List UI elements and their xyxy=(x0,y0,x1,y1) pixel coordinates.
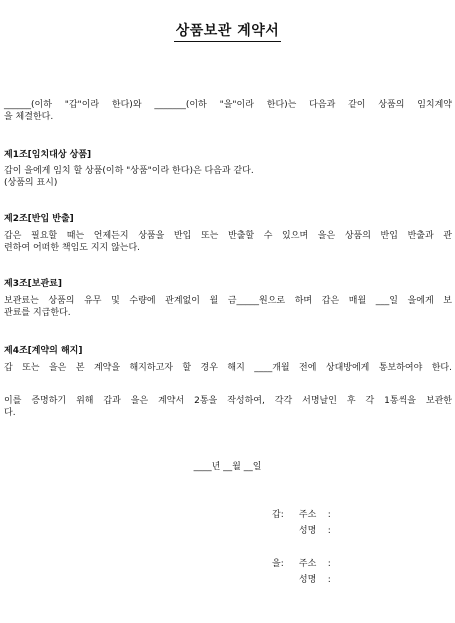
party-a-address-colon: : xyxy=(327,510,331,520)
article-2-body xyxy=(4,231,452,254)
intro-line: 을 체결한다. xyxy=(4,111,54,122)
party-b-name-colon: : xyxy=(327,575,331,585)
article-1-line: 갑이 을에게 임치 할 상품(이하 "상품"이라 한다)은 다음과 같다. xyxy=(4,166,254,176)
document-title xyxy=(0,22,455,40)
party-a-signature-block xyxy=(272,510,331,542)
closing-line: 이를 증명하기 위해 갑과 을은 계약서 2통을 작성하여, 각각 서명날인 후 각 1통씩을 보관한 xyxy=(4,396,452,406)
article-3-body xyxy=(4,296,452,319)
article-1-body xyxy=(4,166,452,189)
party-b-label: 을: xyxy=(272,559,284,569)
article-2-line: 련하여 어떠한 책임도 지지 않는다. xyxy=(4,242,141,253)
party-a-name-label: 성명 xyxy=(298,526,317,536)
intro-line: ______(이하 "갑"이라 한다)와 _______(이하 "을"이라 한다)는 다음과 같이 상품의 임치계약 xyxy=(4,100,452,110)
closing-line: 다. xyxy=(4,407,16,418)
document-title-text: 상품보관 계약서 xyxy=(174,23,282,42)
article-4-line: 갑 또는 을은 본 계약을 해지하고자 할 경우 해지 ____개월 전에 상대방에게 통보하여야 한다. xyxy=(4,363,452,373)
party-b-name-label: 성명 xyxy=(298,575,317,585)
article-1-heading: 제1조[임치대상 상품] xyxy=(4,150,92,160)
party-a-address-label: 주소 xyxy=(298,510,317,520)
intro-paragraph xyxy=(4,100,452,123)
article-3-line: 보관료는 상품의 유무 및 수량에 관계없이 월 금_____원으로 하며 갑은 매월 ___일 을에게 보 xyxy=(4,296,452,306)
party-b-address-label: 주소 xyxy=(298,559,317,569)
article-4-heading: 제4조[계약의 해지] xyxy=(4,346,83,356)
article-4-body xyxy=(4,363,452,375)
party-a-name-colon: : xyxy=(327,526,331,536)
article-3-heading: 제3조[보관료] xyxy=(4,279,62,289)
contract-date: ____년 __월 __일 xyxy=(193,462,262,472)
party-b-signature-block xyxy=(272,559,331,591)
party-a-label: 갑: xyxy=(272,510,284,520)
article-2-heading: 제2조[반입 반출] xyxy=(4,214,74,224)
closing-paragraph xyxy=(4,396,452,419)
party-b-address-colon: : xyxy=(327,559,331,569)
article-1-line: (상품의 표시) xyxy=(4,177,58,188)
article-2-line: 갑은 필요할 때는 언제든지 상품을 반입 또는 반출할 수 있으며 을은 상품의 반입 반출과 관 xyxy=(4,231,452,241)
article-3-line: 관료를 지급한다. xyxy=(4,307,71,318)
